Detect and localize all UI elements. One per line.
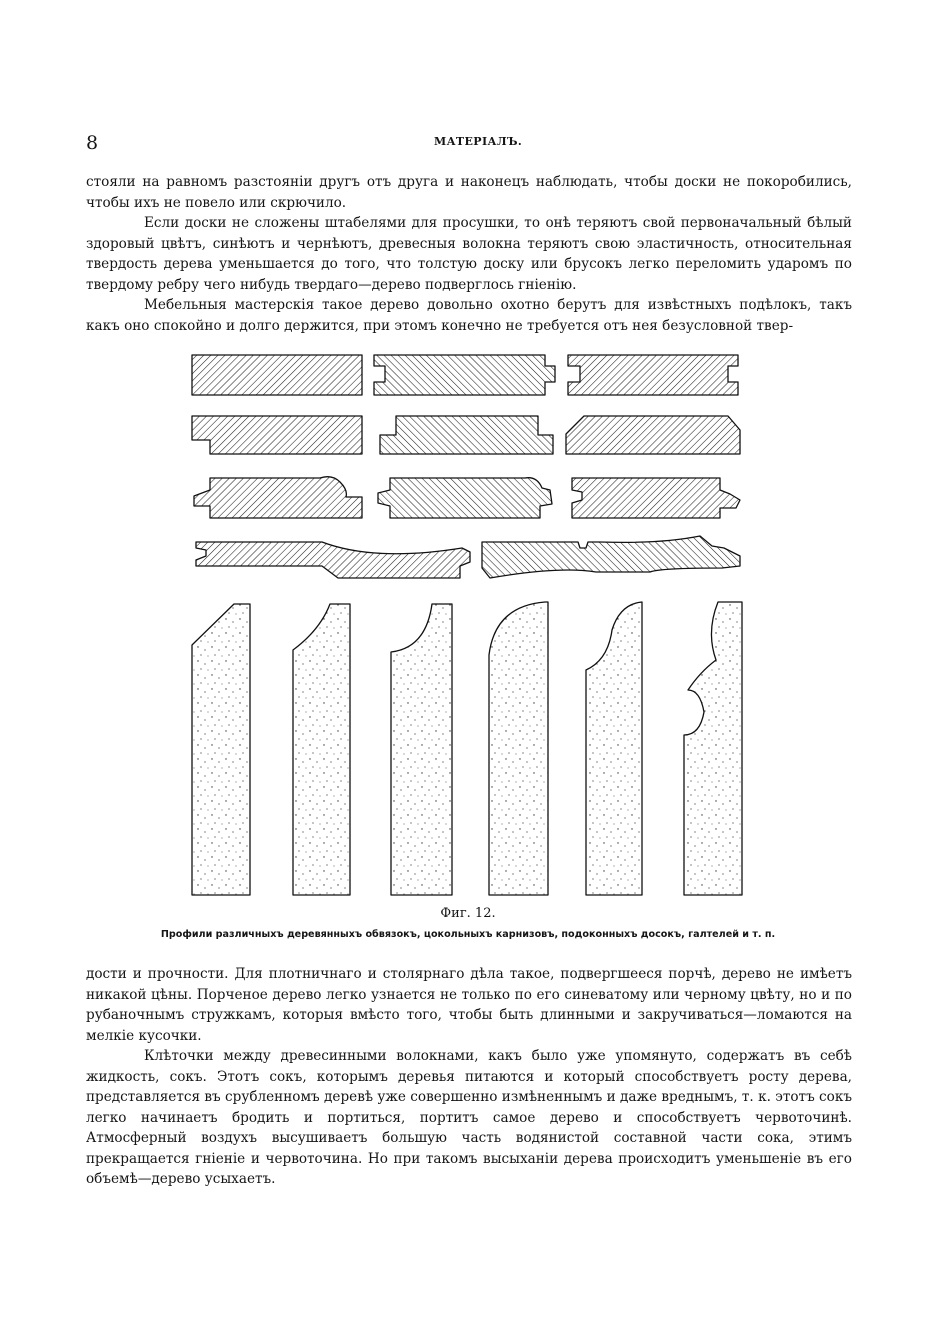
profile-board (568, 355, 738, 395)
profile-board (378, 478, 552, 518)
profile-board (194, 477, 362, 518)
profile-column (684, 602, 742, 895)
profile-board (196, 542, 470, 578)
paragraph: дости и прочности. Для плотничнаго и столярнаго дѣла такое, подвергшееся порчѣ, дерево не имѣетъ никакой цѣны. Порченое дерево легко узнается не только по его синеватому или черному цвѣту, но и по рубаночнымъ стружкамъ, которыя вмѣсто того, чтобы быть длинными и закручиваться—ломаются на мелкіе кусочки. (86, 966, 852, 1044)
paragraph: Если доски не сложены штабелями для просушки, то онѣ теряютъ свой первоначальный бѣлый здоровый цвѣтъ, синѣютъ и чернѣютъ, древесныя волокна теряютъ свою эластичность, относительная твердость дерева уменьшается до того, что толстую доску или брусокъ легко переломить ударомъ по твердому ребру чего нибудь твердаго—дерево подверглось гніенію. (86, 215, 852, 293)
page-number: 8 (86, 132, 99, 154)
profile-board (572, 478, 740, 518)
profile-column (391, 604, 452, 895)
profile-board (482, 536, 740, 578)
running-title: МАТЕРІАЛЪ. (434, 135, 523, 148)
bottom-text-block (86, 964, 852, 1190)
profile-column (293, 604, 350, 895)
paragraph: Клѣточки между древесинными волокнами, какъ было уже упомянуто, содержатъ въ себѣ жидкость, сокъ. Этотъ сокъ, которымъ деревья питаются и который способствуетъ росту дерева, представляется въ срубленномъ деревѣ уже совершенно измѣненнымъ и даже вреднымъ, т. к. этотъ сокъ легко начинаетъ бродить и портиться, портитъ самое дерево и способствуетъ червоточинѣ. Атмосферный воздухъ высушиваетъ большую часть водянистой составной части сока, этимъ прекращается гніеніе и червоточина. Но при такомъ высыханіи дерева происходитъ уменьшеніе въ его объемѣ—дерево усыхаетъ. (86, 1048, 852, 1187)
profile-board (192, 416, 362, 454)
paragraph: Мебельныя мастерскія такое дерево довольно охотно берутъ для извѣстныхъ подѣлокъ, такъ какъ оно спокойно и долго держится, при этомъ конечно не требуется отъ нея безусловной твер- (86, 297, 852, 334)
profile-board (192, 355, 362, 395)
profile-board (374, 355, 555, 395)
figure-caption: Профили различныхъ деревянныхъ обвязокъ, цокольныхъ карнизовъ, подоконныхъ досокъ, галтелей и т. п. (160, 929, 776, 940)
profiles-figure (170, 350, 770, 900)
profile-board (380, 416, 553, 454)
profile-column (489, 602, 548, 895)
profile-board (566, 416, 740, 454)
top-text-block (86, 172, 852, 336)
profile-column (586, 602, 642, 895)
profile-column (192, 604, 250, 895)
figure-number: Фиг. 12. (440, 906, 496, 921)
paragraph: стояли на равномъ разстояніи другъ отъ друга и наконецъ наблюдать, чтобы доски не покоробились, чтобы ихъ не повело или скрючило. (86, 174, 852, 211)
